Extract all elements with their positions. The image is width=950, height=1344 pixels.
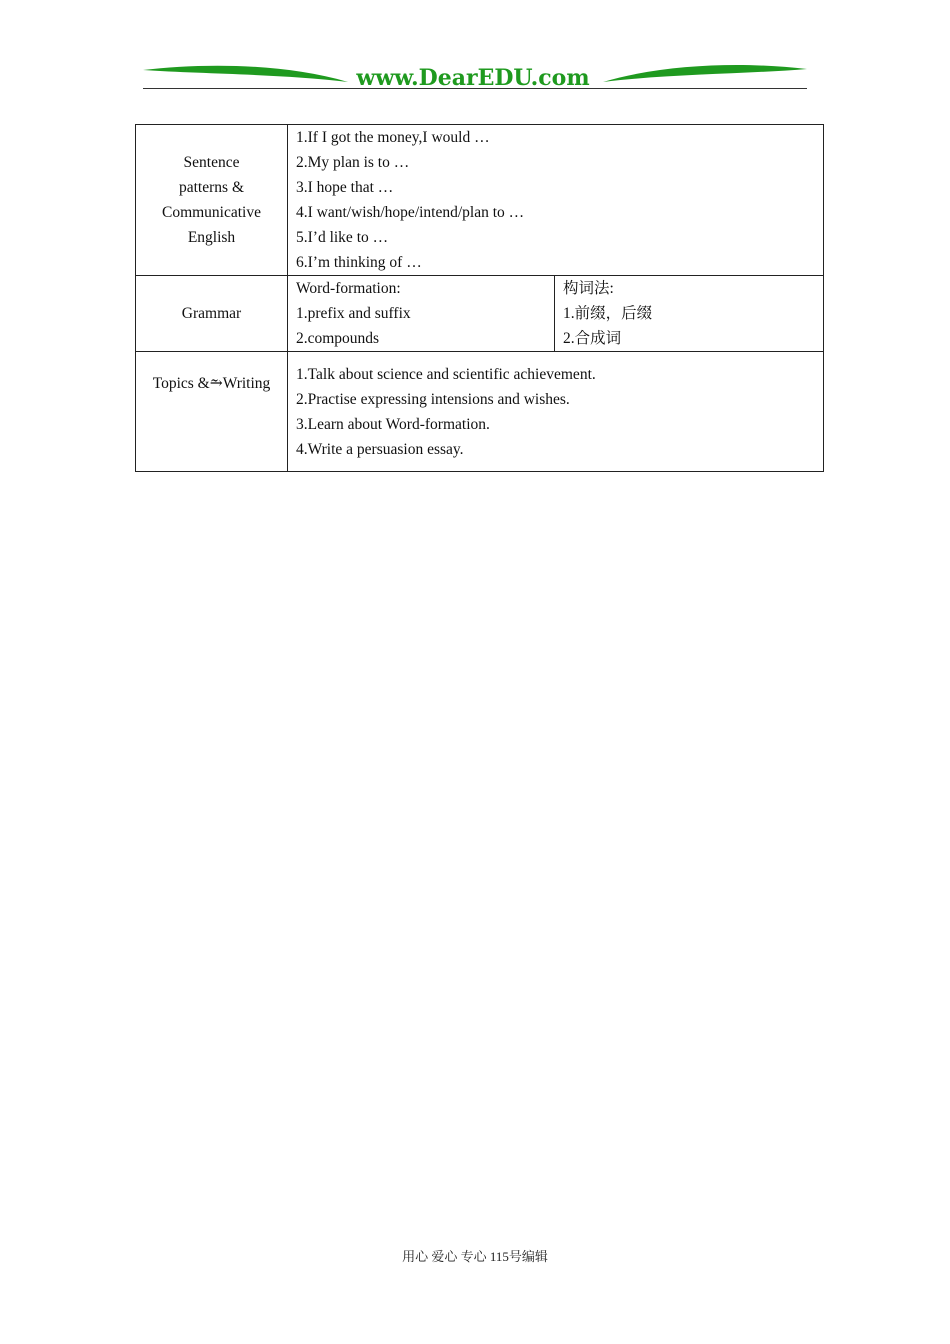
list-item: 1.前缀，后缀: [563, 305, 653, 322]
row-sentence-patterns: [136, 125, 824, 276]
left-swoosh: [143, 66, 348, 82]
list-item: 1.prefix and suffix: [296, 305, 411, 322]
list-item: 6.I’m thinking of …: [296, 254, 422, 271]
unit-overview-table: [135, 124, 824, 472]
label-grammar: Grammar: [136, 276, 288, 352]
label-line: patterns &: [179, 179, 244, 196]
label-line: English: [187, 229, 236, 246]
topics-list: [288, 352, 824, 472]
list-item: 1.Talk about science and scientific achievement.: [296, 365, 596, 383]
right-swoosh: [603, 65, 807, 82]
list-item: 2.合成词: [563, 330, 622, 347]
list-item: 2.Practise expressing intensions and wishes.: [296, 390, 570, 408]
grammar-english: [288, 276, 555, 352]
list-item: 1.If I got the money,I would …: [296, 129, 490, 146]
list-item: 4.Write a persuasion essay.: [296, 440, 464, 458]
sentence-pattern-list: [288, 125, 824, 276]
list-item: 5.I’d like to …: [296, 229, 389, 246]
list-item: 3.Learn about Word-formation.: [296, 415, 490, 433]
label-line: Sentence: [183, 154, 240, 171]
row-topics-writing: [136, 352, 824, 472]
row-grammar: [136, 276, 824, 352]
grammar-chinese: [555, 276, 824, 352]
page-footer: 用心 爱心 专心 115号编辑: [402, 1249, 548, 1264]
site-title: www.DearEDU.com: [356, 65, 590, 91]
list-item: Word-formation:: [296, 280, 401, 297]
header-divider: [143, 88, 807, 89]
list-item: 构词法:: [563, 280, 614, 297]
label-topics-writing: Topics &⥲Writing: [136, 352, 288, 472]
list-item: 2.My plan is to …: [296, 154, 410, 171]
label-sentence-patterns: [136, 125, 288, 276]
label-line: Communicative: [161, 204, 261, 221]
list-item: 2.compounds: [296, 330, 380, 347]
list-item: 3.I hope that …: [296, 179, 394, 196]
list-item: 4.I want/wish/hope/intend/plan to …: [296, 204, 525, 221]
